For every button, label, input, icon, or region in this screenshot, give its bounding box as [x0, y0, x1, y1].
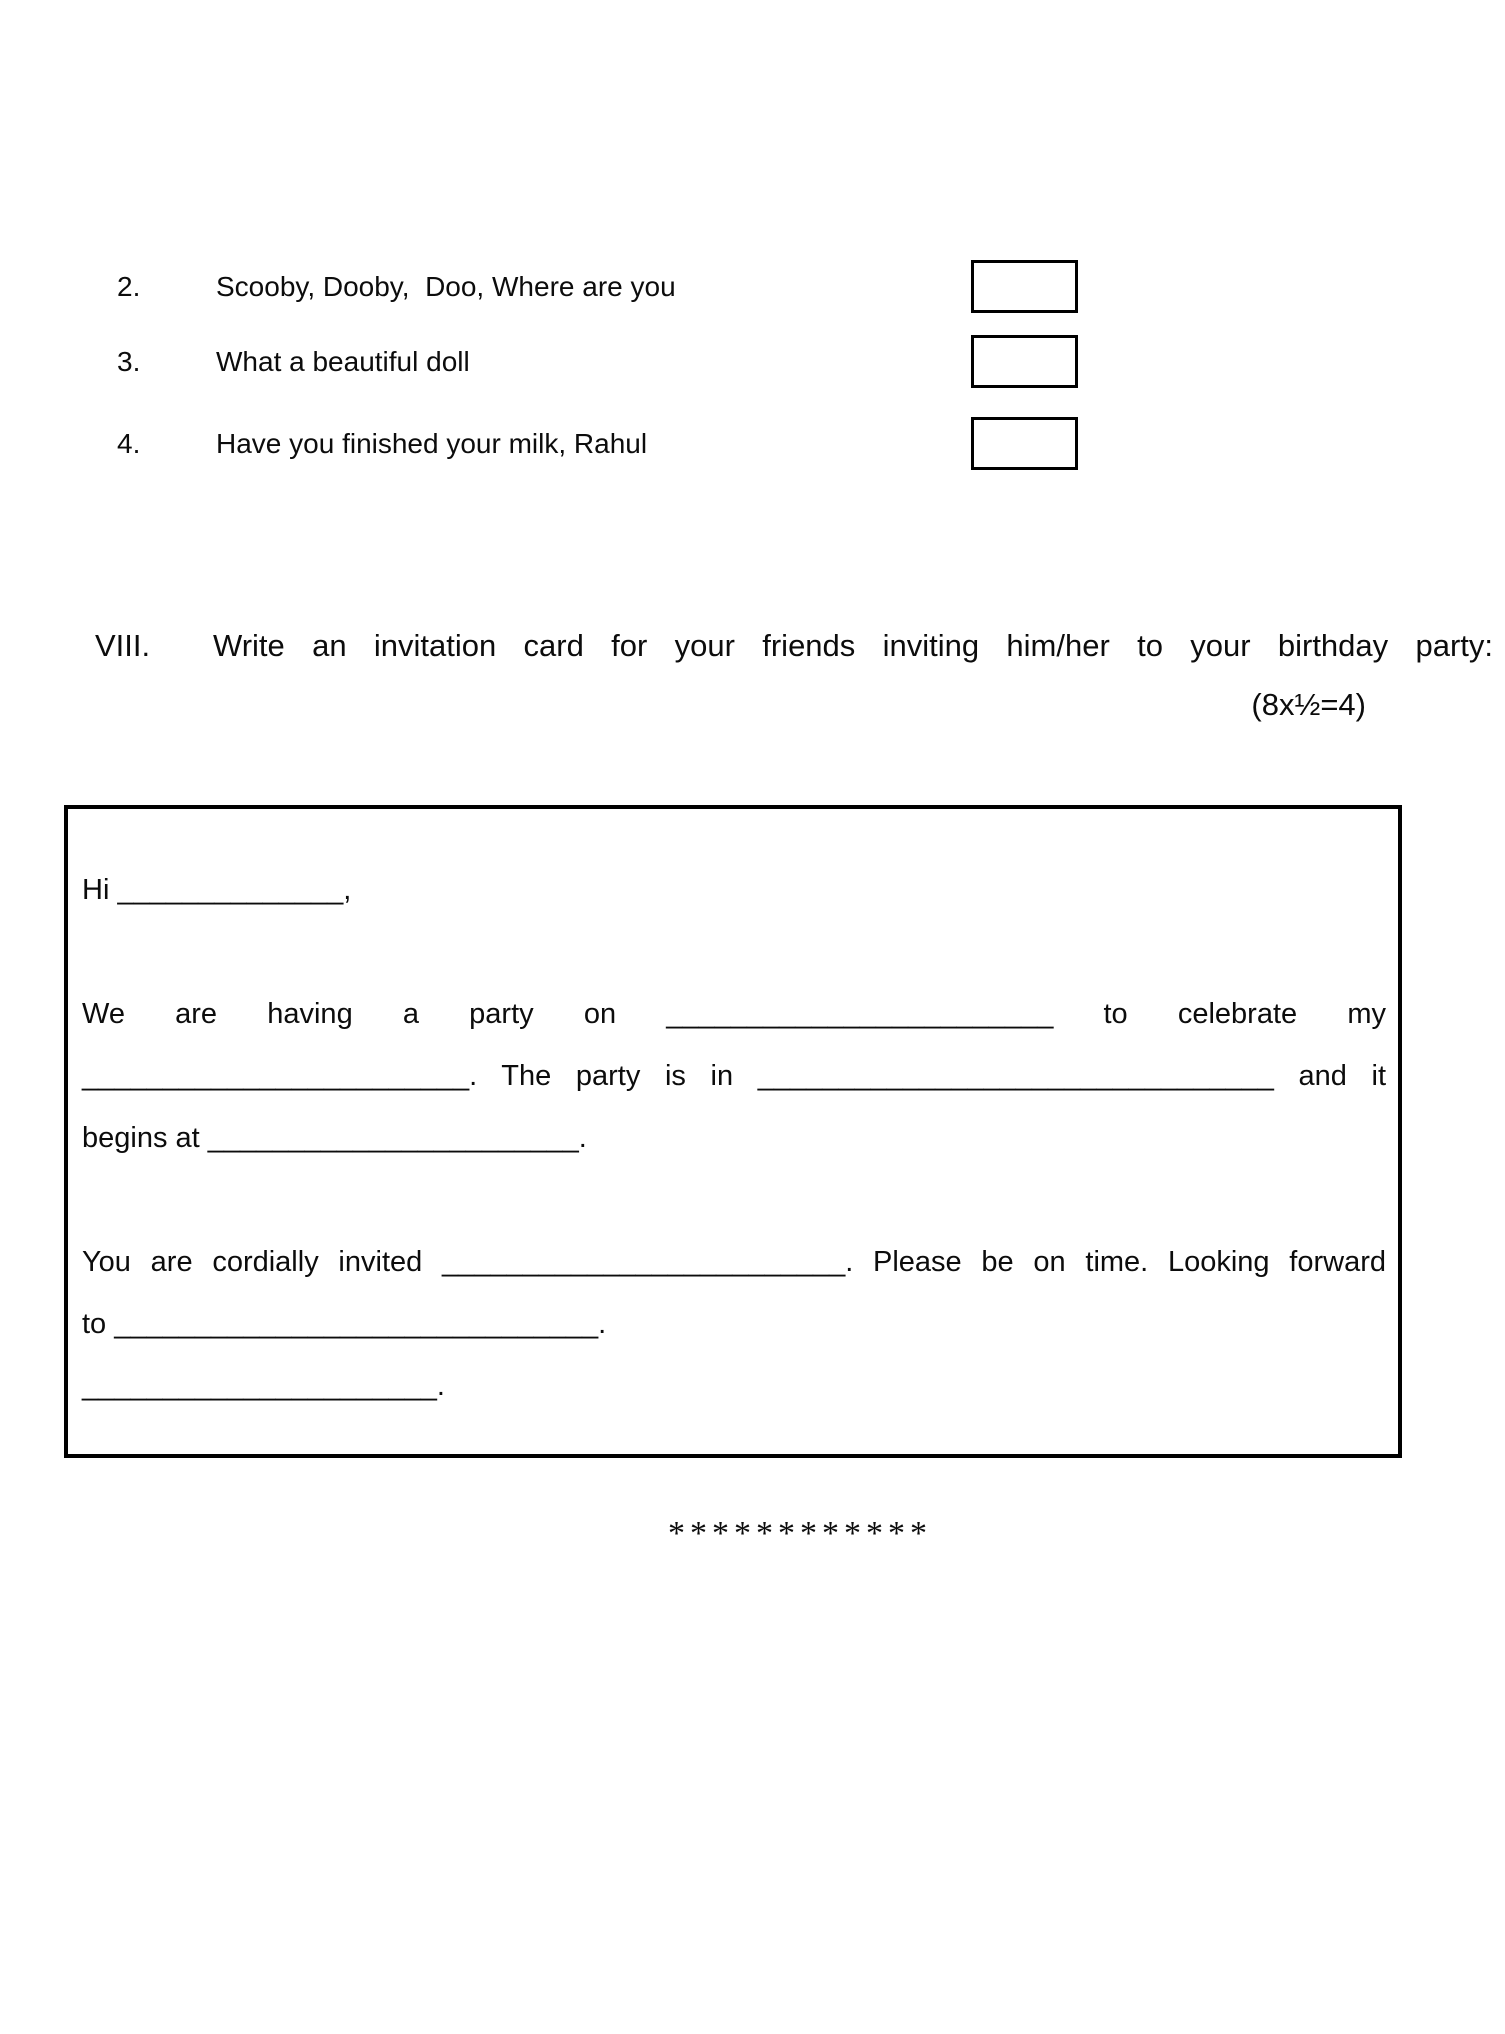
question-number: 4.: [117, 428, 141, 459]
invitation-body1-line3: begins at _______________________.: [82, 1122, 587, 1154]
section-numeral: VIII.: [95, 628, 151, 663]
invitation-greeting: Hi ______________,: [82, 874, 352, 906]
question-text: Have you finished your milk, Rahul: [216, 428, 648, 459]
question-row: [0, 260, 1505, 313]
blank-line: [82, 921, 1386, 983]
invitation-body1-line1: We are having a party on ________________________ to celebrate my: [82, 998, 1386, 1030]
invitation-body2-line2: to ______________________________.: [82, 1308, 607, 1340]
invitation-card-box: [64, 805, 1402, 1458]
answer-box: [971, 335, 1078, 388]
end-of-paper-asterisks: ************: [668, 1515, 932, 1552]
question-text: Scooby, Dooby, Doo, Where are you: [216, 271, 676, 302]
question-number: 3.: [117, 346, 141, 377]
answer-box: [971, 417, 1078, 470]
answer-box: [971, 260, 1078, 313]
invitation-card-content: [82, 859, 1386, 1417]
blank-line: [82, 1169, 1386, 1231]
invitation-body2-line3: ______________________.: [82, 1370, 445, 1402]
question-row: [0, 335, 1505, 388]
question-number: 2.: [117, 271, 141, 302]
section-instruction: Write an invitation card for your friends inviting him/her to your birthday party:: [213, 628, 1493, 663]
invitation-body1-line2: ________________________. The party is in ________________________________ and it: [82, 1060, 1386, 1092]
question-row: [0, 417, 1505, 470]
question-text: What a beautiful doll: [216, 346, 470, 377]
section-marks: (8x½=4): [1251, 687, 1366, 722]
invitation-body2-line1: You are cordially invited _________________________. Please be on time. Looking forward: [82, 1246, 1386, 1278]
